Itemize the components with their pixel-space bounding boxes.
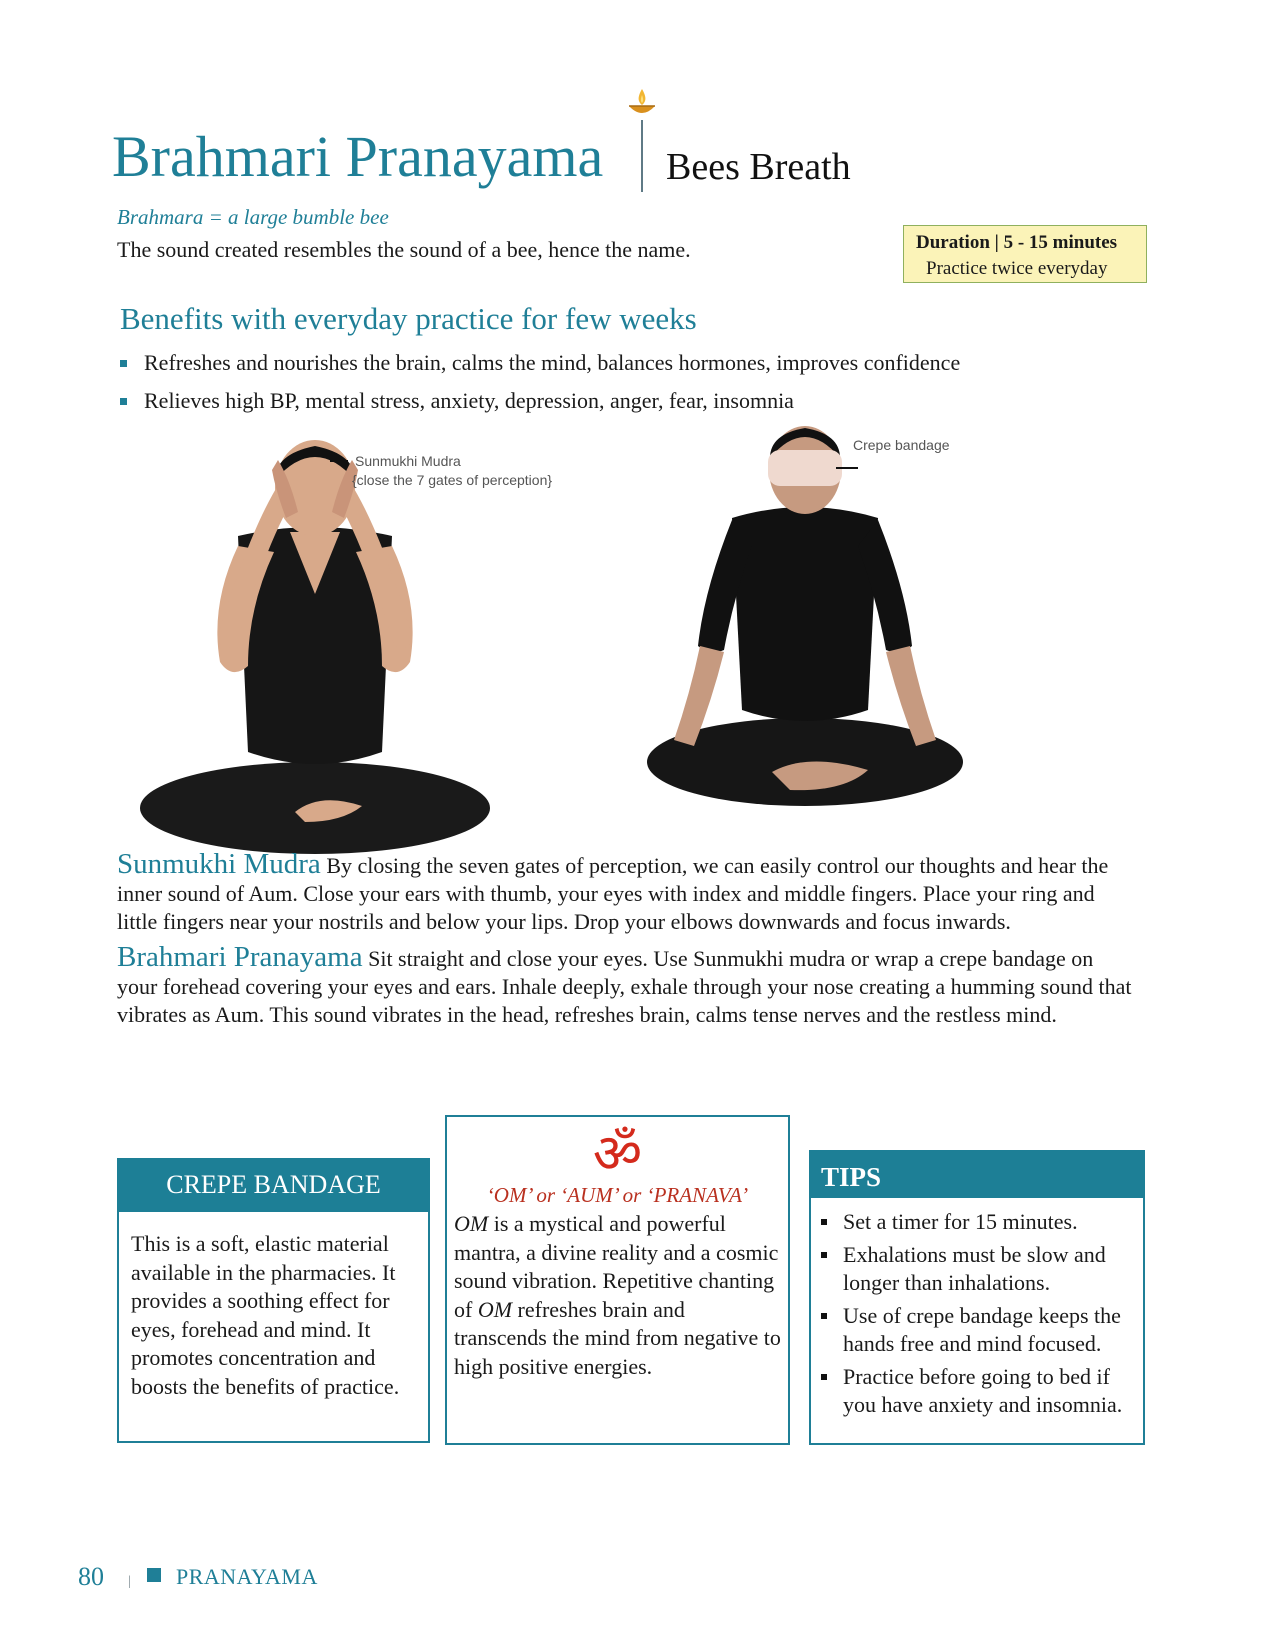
om-icon: ॐ [592,1122,643,1185]
sunmukhi-label: Sunmukhi Mudra [355,453,461,469]
seated-man-illustration [640,420,970,815]
sunmukhi-mudra-figure [130,440,500,860]
page-title: Brahmari Pranayama [112,124,604,189]
brahmari-text: Sit straight and close your eyes. Use Sunmukhi mudra or wrap a crepe bandage on your forehead covering your eyes and ears. Inhale deeply, exhale through your nose creating a humming sound that vibrates as Aum. This sound vibrates in the head, refreshes brain, calms tense nerves and the restless mind. [117,946,1132,1027]
crepe-bandage-box [117,1158,430,1443]
list-item: Refreshes and nourishes the brain, calms the mind, balances hormones, improves confidence [120,350,960,388]
section-square-icon [147,1568,161,1582]
benefits-list [120,350,960,426]
list-item: Relieves high BP, mental stress, anxiety, depression, anger, fear, insomnia [120,388,960,426]
leader-line [330,460,348,462]
crepe-bandage-label: Crepe bandage [853,437,950,453]
om-box [445,1115,790,1445]
etymology: Brahmara = a large bumble bee [117,205,389,229]
sunmukhi-paragraph [117,850,1137,936]
sunmukhi-heading: Sunmukhi Mudra [117,848,321,880]
duration-box [903,225,1147,283]
bullet-icon [821,1219,827,1225]
crepe-bandage-text: This is a soft, elastic material available in the pharmacies. It provides a soothing effect for eyes, forehead and mind. It promotes concentration and boosts the benefits of practice. [131,1231,400,1399]
benefits-heading: Benefits with everyday practice for few weeks [120,301,697,336]
footer-separator: | [128,1574,131,1589]
leader-line [836,467,858,469]
bullet-icon [821,1313,827,1319]
title-divider [641,120,643,192]
crepe-bandage-heading: CREPE BANDAGE [117,1158,430,1212]
description: The sound created resembles the sound of a bee, hence the name. [117,237,691,262]
brahmari-paragraph [117,943,1137,1029]
list-item: Exhalations must be slow and longer than inhalations. [819,1241,1135,1298]
bullet-icon [120,360,127,367]
sunmukhi-label-note: {close the 7 gates of perception} [352,472,553,488]
oil-lamp-icon [624,86,660,122]
page-subtitle: Bees Breath [666,146,851,188]
list-item: Set a timer for 15 minutes. [819,1208,1135,1237]
crepe-bandage-figure [640,420,970,815]
brahmari-heading: Brahmari Pranayama [117,941,363,973]
bullet-icon [120,398,127,405]
list-item: Use of crepe bandage keeps the hands free and mind focused. [819,1302,1135,1359]
duration-note: Practice twice everyday [926,258,1108,279]
om-title: ‘OM’ or ‘AUM’ or ‘PRANAVA’ [486,1183,749,1207]
tips-heading: TIPS [809,1150,1145,1198]
bullet-icon [821,1252,827,1258]
tips-list [811,1198,1143,1420]
section-name: PRANAYAMA [176,1564,318,1589]
bullet-icon [821,1374,827,1380]
duration-label: Duration | 5 - 15 minutes [916,232,1118,253]
sunmukhi-text: By closing the seven gates of perception, we can easily control our thoughts and hear the inner sound of Aum. Close your ears with thumb, your eyes with index and middle fingers. Place your ring and little fingers near your nostrils and below your lips. Drop your elbows downwards and focus inwards. [117,853,1109,934]
list-item: Practice before going to bed if you have anxiety and insomnia. [819,1363,1135,1420]
page-number: 80 [78,1562,104,1591]
tips-box [809,1150,1145,1445]
seated-woman-illustration [130,440,500,860]
om-text: OM is a mystical and powerful mantra, a divine reality and a cosmic sound vibration. Repetitive chanting of OM refreshes brain and transcends the mind from negative to high positive energies. [454,1211,781,1379]
